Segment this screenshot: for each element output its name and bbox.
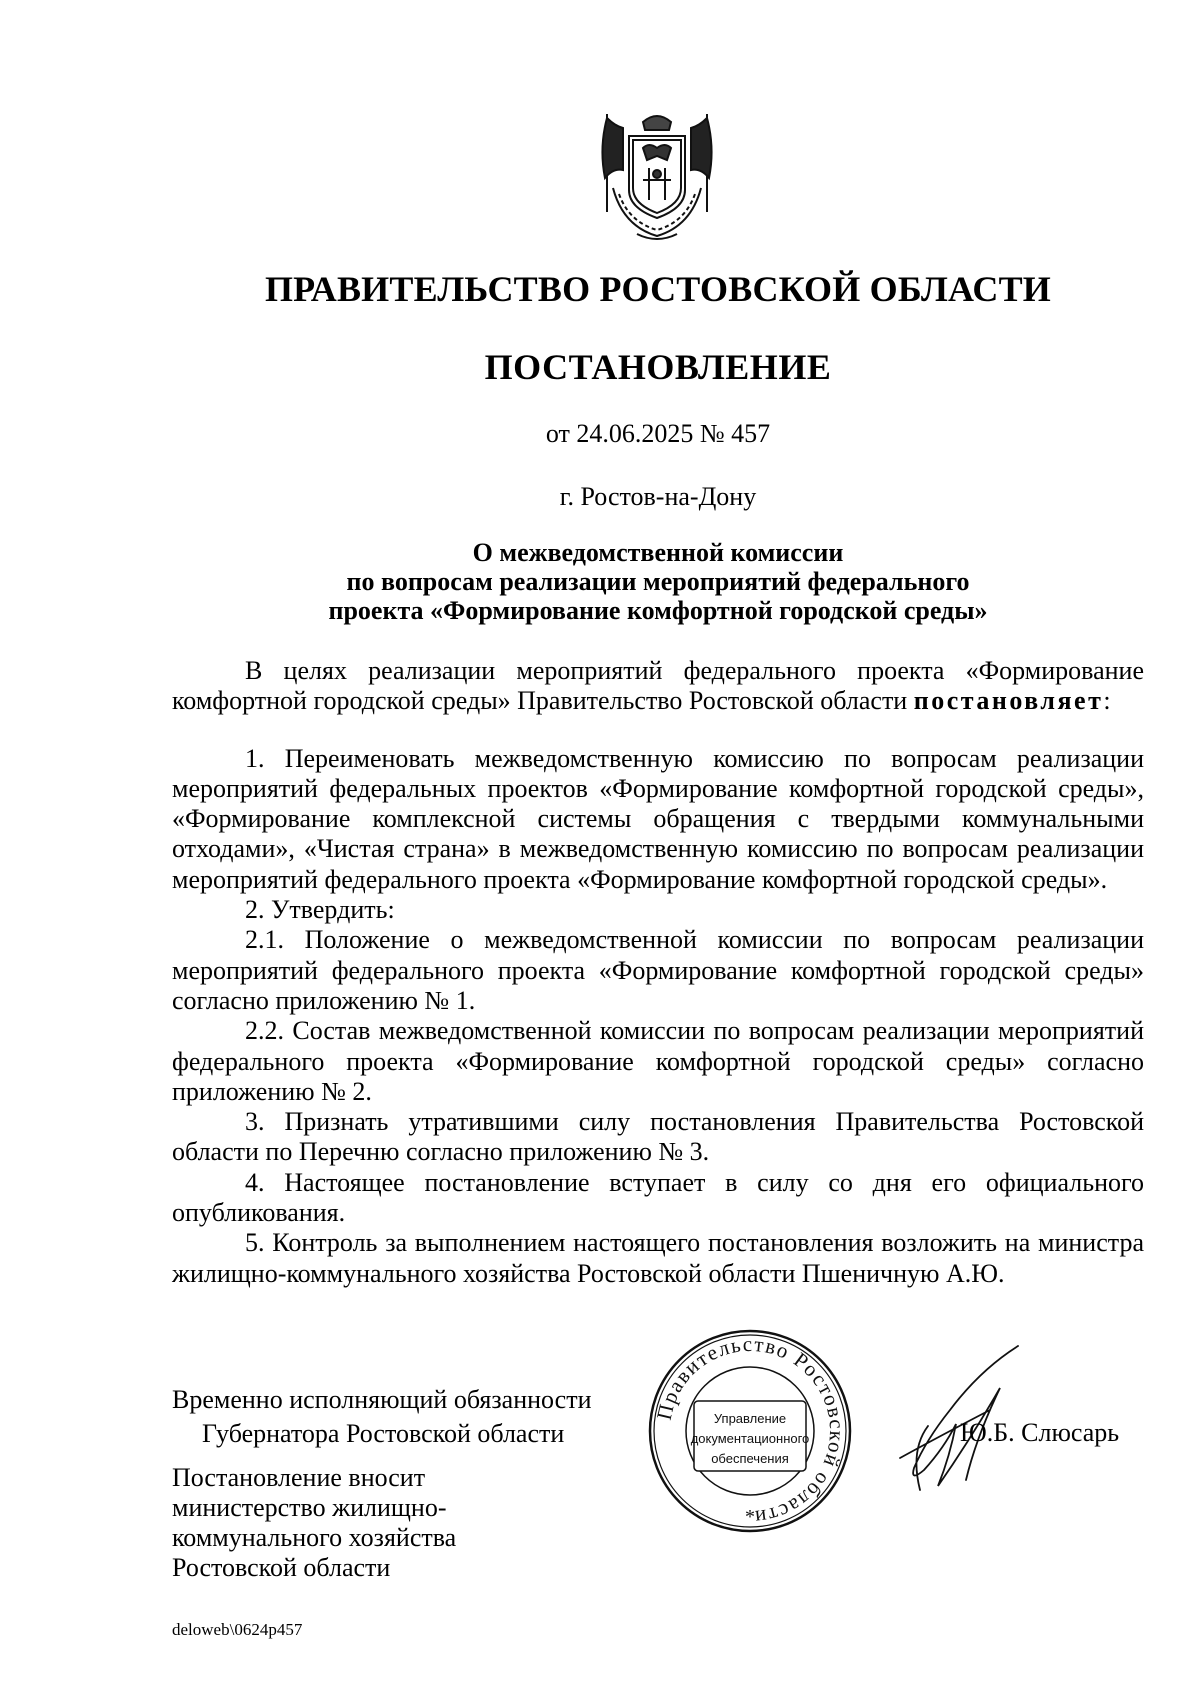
- government-heading: ПРАВИТЕЛЬСТВО РОСТОВСКОЙ ОБЛАСТИ: [264, 269, 1052, 309]
- body-item-3: 3. Признать утратившими силу постановления Правительства Ростовской области по Перечню согласно приложению № 3.: [172, 1107, 1144, 1167]
- signatory-position-line: Временно исполняющий обязанности: [172, 1385, 592, 1414]
- introduced-by-line: Ростовской области: [172, 1553, 391, 1582]
- document-city: г. Ростов-на-Дону: [559, 482, 757, 511]
- document-number-date: от 24.06.2025 № 457: [545, 419, 771, 448]
- seal-inner-line: документационного: [690, 1431, 810, 1446]
- body-item-2-1: 2.1. Положение о межведомственной комиссии по вопросам реализации мероприятий федерального проекта «Формирование комфортной городской среды» согласно приложению № 1.: [172, 925, 1144, 1015]
- seal-star: *: [745, 1506, 755, 1528]
- body-item-5: 5. Контроль за выполнением настоящего постановления возложить на министра жилищно-коммунального хозяйства Ростовской области Пшеничную А.Ю.: [172, 1228, 1144, 1288]
- introduced-by-line: коммунального хозяйства: [172, 1523, 457, 1552]
- introduced-by-line: министерство жилищно-: [172, 1493, 447, 1522]
- preamble-paragraph: [172, 656, 1144, 717]
- title-line: О межведомственной комиссии: [472, 538, 844, 567]
- title-line: по вопросам реализации мероприятий федерального: [346, 567, 970, 596]
- signatory-name: Ю.Б. Слюсарь: [960, 1418, 1120, 1447]
- seal-inner-line: обеспечения: [711, 1451, 789, 1466]
- introduced-by-block: [172, 1463, 456, 1583]
- decree-word: постановляет: [913, 686, 1104, 716]
- title-line: проекта «Формирование комфортной городской среды»: [328, 596, 988, 625]
- preamble-text: В целях реализации мероприятий федерального проекта «Формирование комфортной городской среды» Правительство Ростовской области: [172, 656, 1144, 716]
- document-type-heading: ПОСТАНОВЛЕНИЕ: [484, 347, 832, 387]
- seal-inner-line: Управление: [713, 1411, 787, 1426]
- decree-colon: :: [1103, 686, 1111, 716]
- coat-of-arms-emblem: [593, 108, 721, 244]
- signatory-position-line: Губернатора Ростовской области: [202, 1419, 565, 1448]
- document-title: [172, 538, 1144, 625]
- body-item-2: 2. Утвердить:: [245, 895, 395, 925]
- introduced-by-line: Постановление вносит: [172, 1463, 426, 1492]
- file-reference: deloweb\0624p457: [172, 1620, 303, 1639]
- seal-ring-text: Правительство Ростовской области: [651, 1331, 850, 1531]
- official-seal-stamp: [646, 1327, 854, 1535]
- signatory-position: [172, 1383, 592, 1451]
- document-body: [172, 656, 1144, 1289]
- body-item-2-2: 2.2. Состав межведомственной комиссии по вопросам реализации мероприятий федерального проекта «Формирование комфортной городской среды» согласно приложению № 2.: [172, 1016, 1144, 1106]
- body-item-1: 1. Переименовать межведомственную комиссию по вопросам реализации мероприятий федеральных проектов «Формирование комфортной городской среды», «Формирование комплексной системы обращения с твердыми коммунальными отходами», «Чистая страна» в межведомственную комиссию по вопросам реализации мероприятий федерального проекта «Формирование комфортной городской среды».: [172, 743, 1144, 894]
- body-item-4: 4. Настоящее постановление вступает в силу со дня его официального опубликования.: [172, 1167, 1144, 1228]
